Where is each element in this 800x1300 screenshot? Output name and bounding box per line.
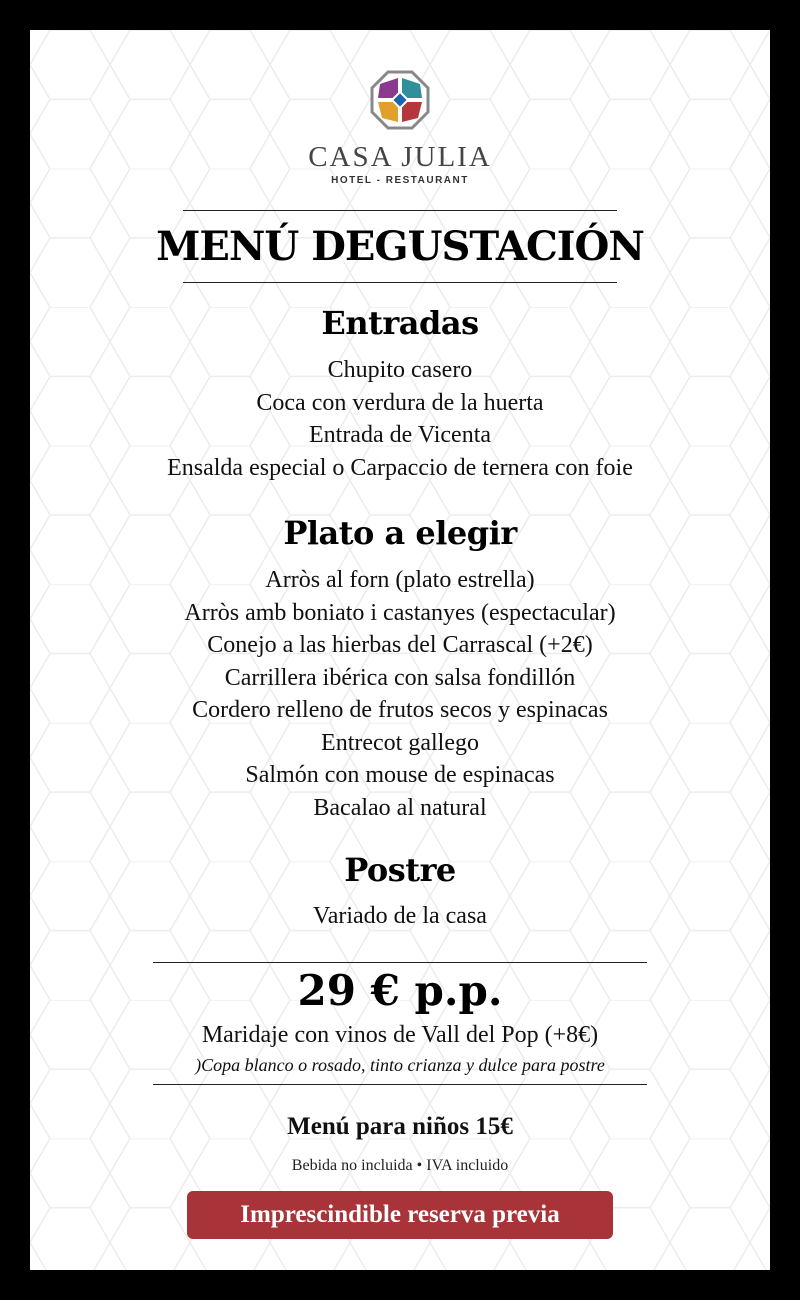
section-heading-plato: Plato a elegir [283, 514, 517, 552]
price-bottom-divider [153, 1084, 647, 1085]
section-heading-entradas: Entradas [321, 304, 479, 342]
list-item: Conejo a las hierbas del Carrascal (+2€) [207, 632, 593, 658]
list-item: Salmón con mouse de espinacas [245, 762, 555, 788]
list-item: Ensalda especial o Carpaccio de ternera con foie [167, 454, 633, 481]
plato-list [30, 564, 770, 824]
reservation-required-badge: Imprescindible reserva previa [187, 1191, 613, 1239]
list-item: Arròs al forn (plato estrella) [265, 567, 535, 593]
title-bottom-divider [183, 282, 617, 283]
list-item: Cordero relleno de frutos secos y espinacas [192, 697, 608, 723]
list-item: Entrecot gallego [321, 729, 479, 756]
list-item: Bacalao al natural [313, 794, 487, 821]
menu-content [30, 30, 770, 1270]
brand-name: CASA JULIA [308, 141, 492, 173]
title-top-divider [183, 210, 617, 211]
section-heading-postre: Postre [344, 851, 456, 889]
price: 29 € p.p. [297, 966, 503, 1015]
entradas-list [30, 354, 770, 484]
list-item: Entrada de Vicenta [308, 422, 492, 448]
menu-card [30, 30, 770, 1270]
wine-pairing: Maridaje con vinos de Vall del Pop (+8€) [201, 1022, 599, 1048]
list-item: Coca con verdura de la huerta [256, 389, 544, 416]
list-item: Carrillera ibérica con salsa fondillón [224, 664, 576, 691]
postre-list [30, 900, 770, 933]
casa-julia-logo-icon [370, 70, 430, 130]
menu-notes: Bebida no incluida • IVA incluido [291, 1157, 509, 1174]
brand-subtitle: HOTEL - RESTAURANT [331, 175, 469, 186]
list-item: Variado de la casa [313, 903, 487, 929]
list-item: Arròs amb boniato i castanyes (espectacular) [184, 599, 616, 626]
price-top-divider [153, 962, 647, 963]
wine-pairing-note: )Copa blanco o rosado, tinto crianza y dulce para postre [195, 1055, 605, 1075]
menu-title: MENÚ DEGUSTACIÓN [156, 223, 644, 270]
kids-menu: Menú para niños 15€ [287, 1113, 513, 1140]
list-item: Chupito casero [327, 357, 473, 383]
